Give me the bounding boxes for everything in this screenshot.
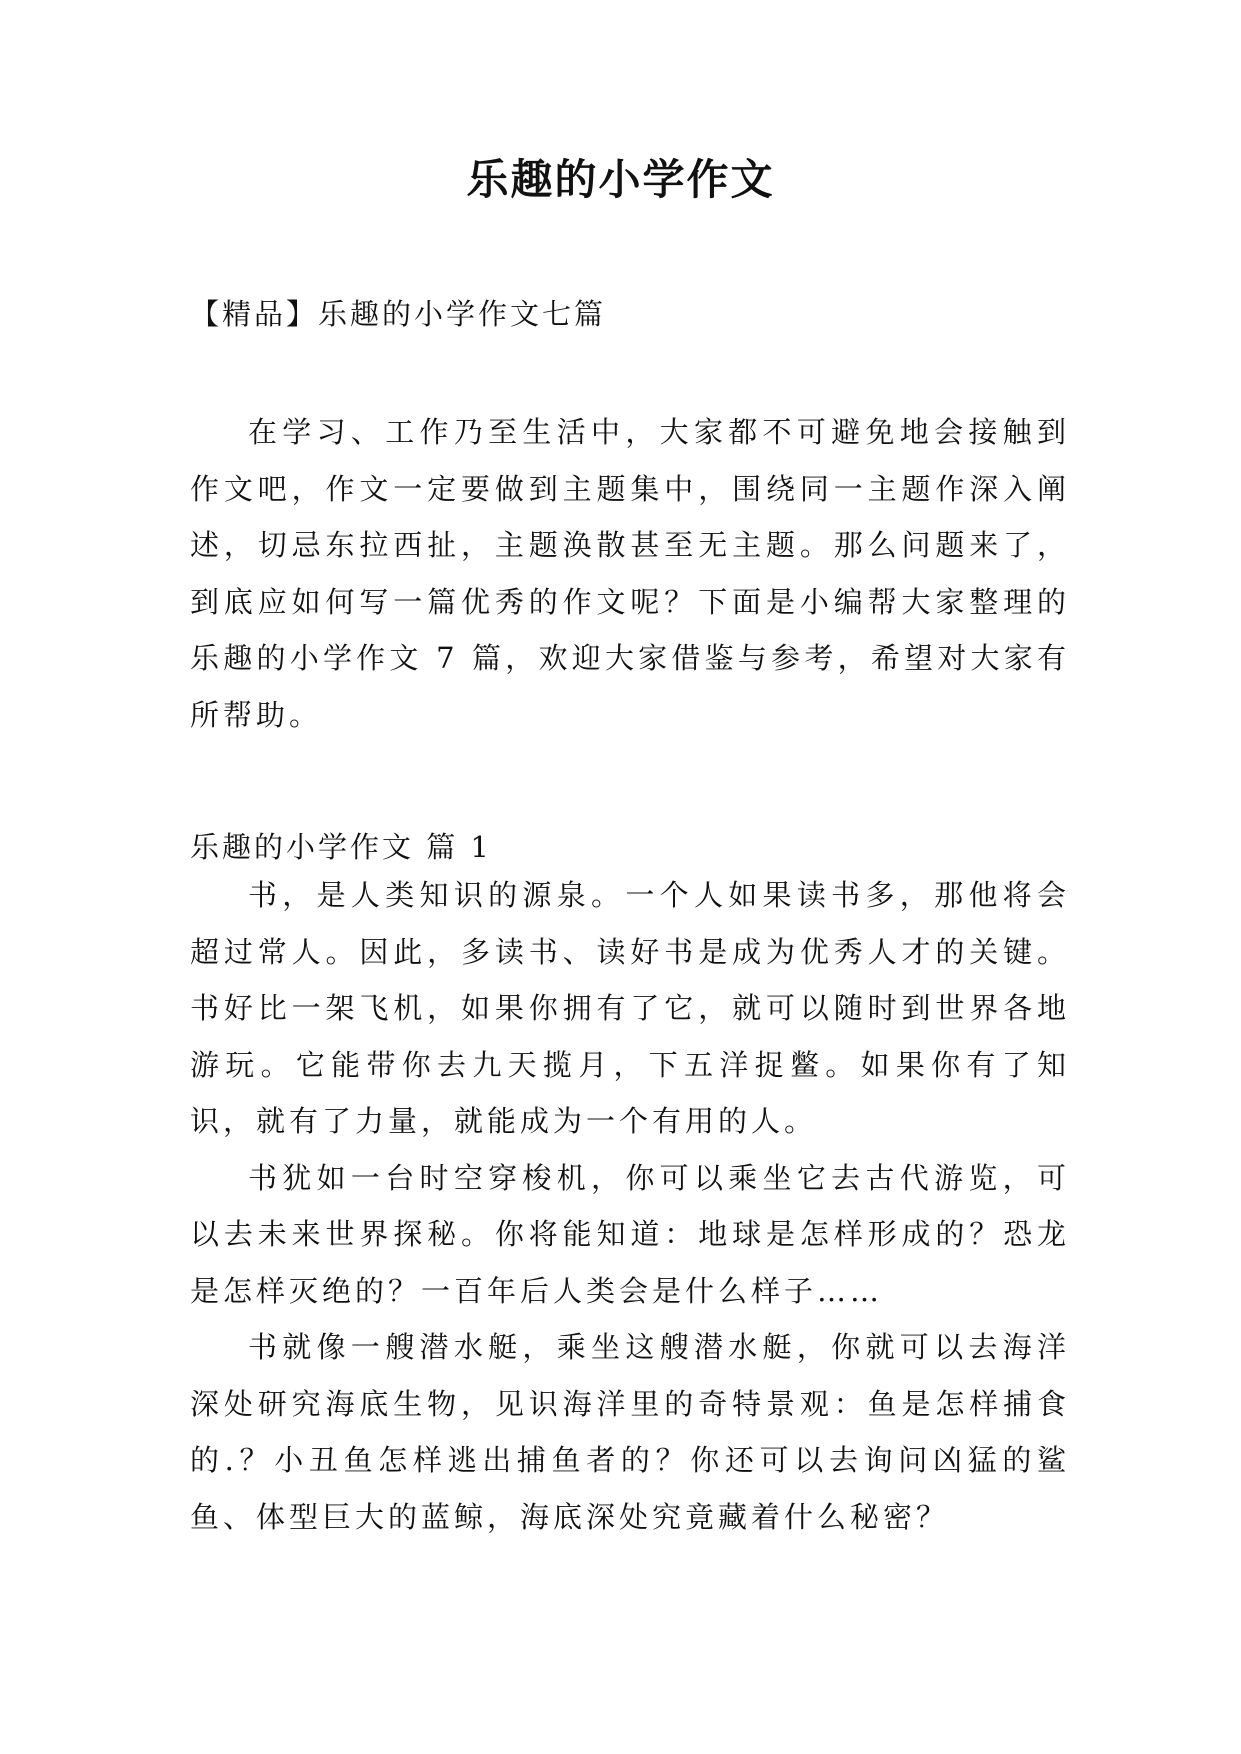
- section-1-paragraph-2: 书犹如一台时空穿梭机，你可以乘坐它去古代游览，可以去未来世界探秘。你将能知道：地球是怎样形成的？恐龙是怎样灭绝的？一百年后人类会是什么样子……: [190, 1160, 1070, 1308]
- section-1-paragraph-3: 书就像一艘潜水艇，乘坐这艘潜水艇，你就可以去海洋深处研究海底生物，见识海洋里的奇特景观：鱼是怎样捕食的.？小丑鱼怎样逃出捕鱼者的？你还可以去询问凶猛的鲨鱼、体型巨大的蓝鲸，海底深处究竟藏着什么秘密？: [190, 1330, 1070, 1534]
- section-1-body: [190, 867, 1070, 1545]
- intro-section: [190, 404, 1070, 743]
- section-1-heading: 乐趣的小学作文 篇 1: [190, 830, 492, 864]
- document-title: 乐趣的小学作文: [466, 155, 775, 204]
- intro-paragraph: 在学习、工作乃至生活中，大家都不可避免地会接触到作文吧，作文一定要做到主题集中，围绕同一主题作深入阐述，切忌东拉西扯，主题涣散甚至无主题。那么问题来了，到底应如何写一篇优秀的作文呢？下面是小编帮大家整理的乐趣的小学作文 7 篇，欢迎大家借鉴与参考，希望对大家有所帮助。: [190, 415, 1070, 732]
- section-1-paragraph-1: 书，是人类知识的源泉。一个人如果读书多，那他将会超过常人。因此，多读书、读好书是成为优秀人才的关键。书好比一架飞机，如果你拥有了它，就可以随时到世界各地游玩。它能带你去九天揽月，下五洋捉鳖。如果你有了知识，就有了力量，就能成为一个有用的人。: [190, 878, 1070, 1138]
- document-subtitle: 【精品】乐趣的小学作文七篇: [190, 297, 607, 331]
